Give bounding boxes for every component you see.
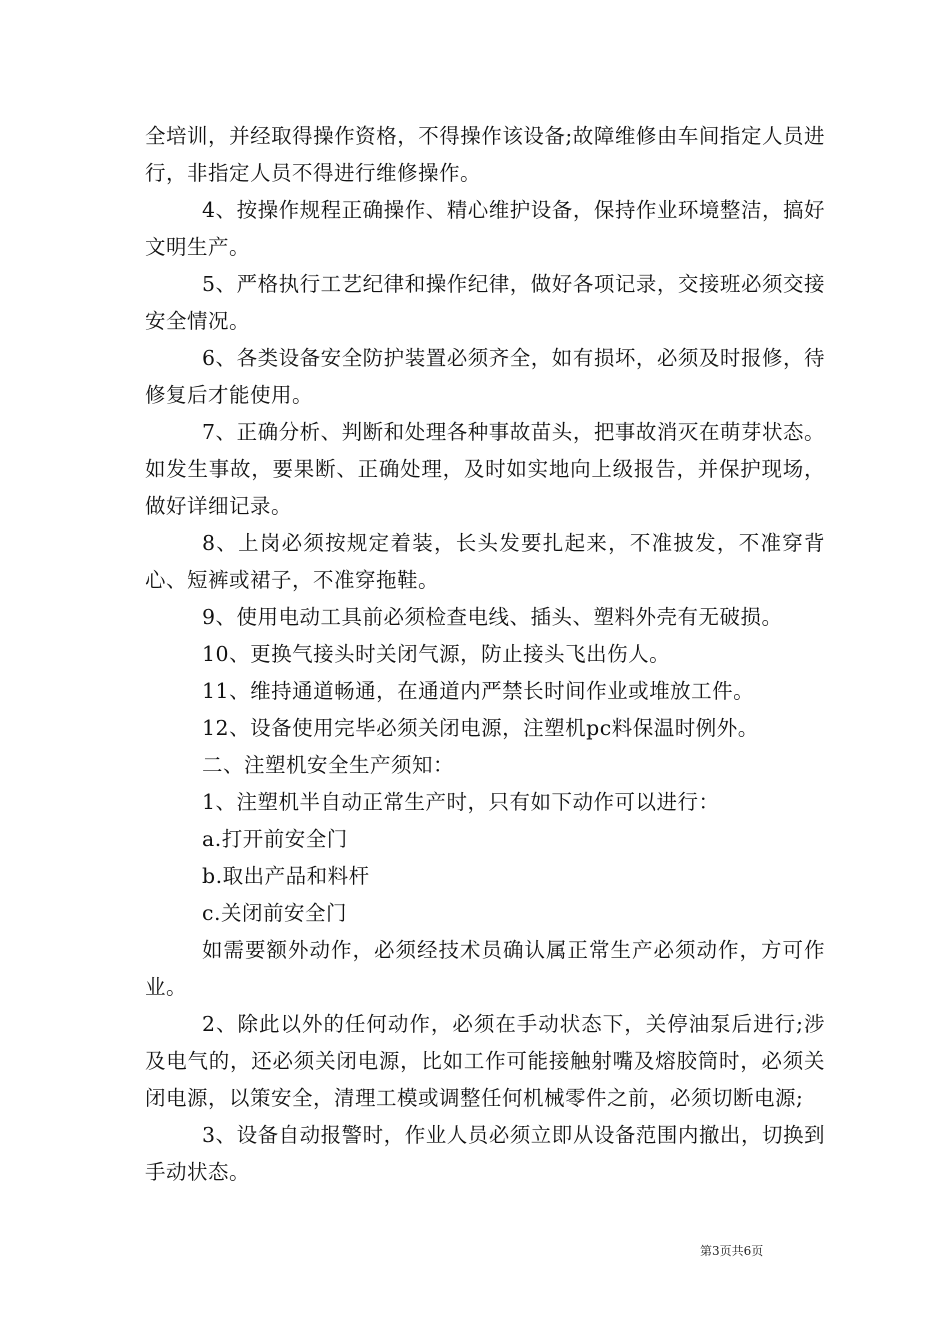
section-heading-injection-molding: 二、注塑机安全生产须知： (202, 753, 454, 777)
paragraph-molding-rule-2: 2、除此以外的任何动作，必须在手动状态下，关停油泵后进行;涉及电气的，还必须关闭电源，比如工作可能接触射嘴及熔胶筒时，必须关闭电源，以策安全，清理工模或调整任何机械零件之前，必须切断电源; (145, 1012, 825, 1110)
paragraph-rule-5: 5、严格执行工艺纪律和操作纪律，做好各项记录，交接班必须交接安全情况。 (145, 272, 825, 333)
paragraph-molding-rule-3: 3、设备自动报警时，作业人员必须立即从设备范围内撤出，切换到手动状态。 (145, 1123, 825, 1184)
paragraph-rule-8: 8、上岗必须按规定着装，长头发要扎起来，不准披发，不准穿背心、短裤或裙子，不准穿拖鞋。 (145, 531, 825, 592)
page-number: 第3页共6页 (700, 1244, 764, 1258)
list-item-b: b.取出产品和料杆 (202, 864, 370, 888)
paragraph-rule-12: 12、设备使用完毕必须关闭电源，注塑机pc料保温时例外。 (202, 716, 759, 740)
list-item-c: c.关闭前安全门 (202, 901, 347, 925)
paragraph-continued-training: 全培训，并经取得操作资格，不得操作该设备;故障维修由车间指定人员进行，非指定人员不得进行维修操作。 (145, 124, 825, 185)
document-body (145, 118, 825, 1191)
paragraph-molding-rule-1: 1、注塑机半自动正常生产时，只有如下动作可以进行： (202, 790, 720, 814)
paragraph-rule-4: 4、按操作规程正确操作、精心维护设备，保持作业环境整洁，搞好文明生产。 (145, 198, 825, 259)
paragraph-rule-9: 9、使用电动工具前必须检查电线、插头、塑料外壳有无破损。 (202, 605, 783, 629)
paragraph-rule-11: 11、维持通道畅通，在通道内严禁长时间作业或堆放工件。 (202, 679, 755, 703)
paragraph-rule-7: 7、正确分析、判断和处理各种事故苗头，把事故消灭在萌芽状态。如发生事故，要果断、正确处理，及时如实地向上级报告，并保护现场，做好详细记录。 (145, 420, 825, 518)
paragraph-rule-10: 10、更换气接头时关闭气源，防止接头飞出伤人。 (202, 642, 671, 666)
list-item-a: a.打开前安全门 (202, 827, 348, 851)
paragraph-extra-actions: 如需要额外动作，必须经技术员确认属正常生产必须动作，方可作业。 (145, 938, 825, 999)
paragraph-rule-6: 6、各类设备安全防护装置必须齐全，如有损坏，必须及时报修，待修复后才能使用。 (145, 346, 825, 407)
